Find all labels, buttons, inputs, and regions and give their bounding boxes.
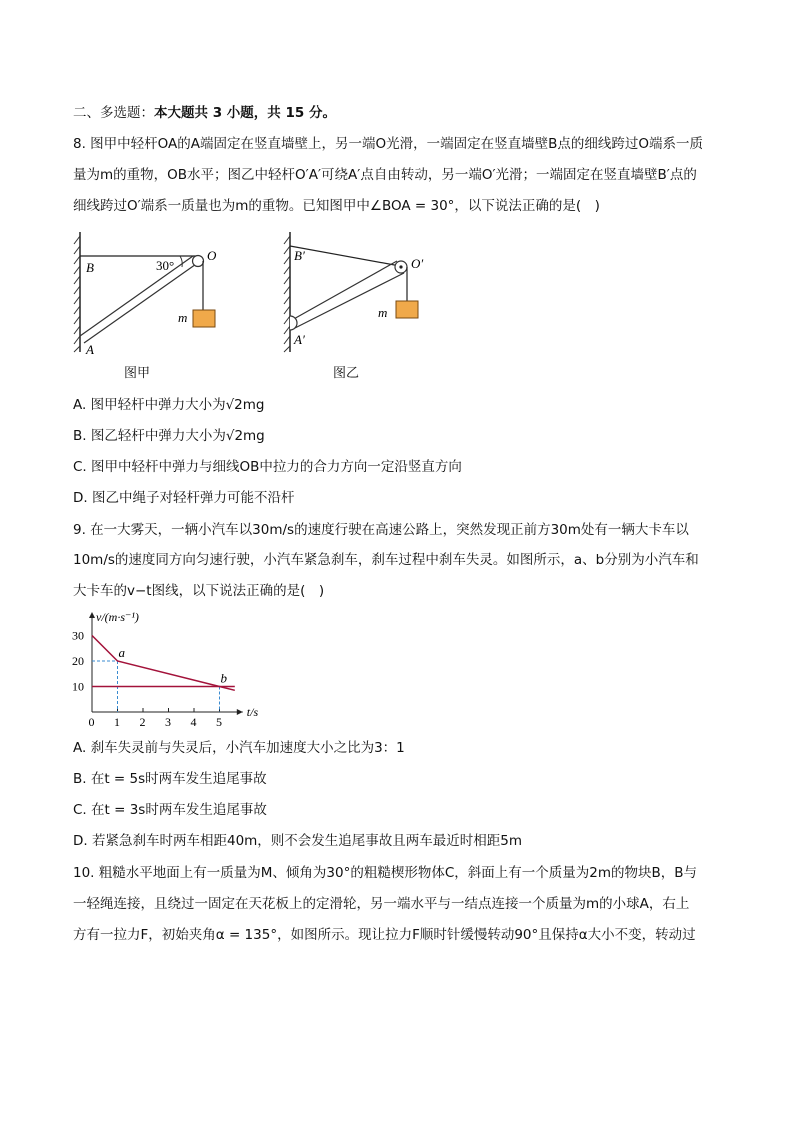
label-o: O	[207, 248, 217, 263]
y-tick-label: 20	[72, 654, 84, 668]
wall-hatch	[284, 236, 290, 352]
q8-fig1-caption: 图甲	[124, 366, 151, 381]
string-bo	[290, 246, 400, 266]
wall-hatch	[74, 236, 80, 352]
x-tick-label: 4	[190, 715, 197, 729]
q9-option-a: A. 刹车失灵前与失灵后，小汽车加速度大小之比为3：1	[73, 740, 405, 756]
x-tick-label: 2	[139, 715, 146, 729]
x-tick-label: 1	[114, 715, 120, 729]
q8-option-a: A. 图甲轻杆中弹力大小为√2mg	[73, 397, 265, 413]
q9-stem-line1: 9. 在一大雾天，一辆小汽车以30m/s的速度行驶在高速公路上，突然发现正前方30m处有一辆大卡车以	[73, 522, 689, 538]
q8-fig2-caption: 图乙	[333, 366, 360, 381]
x-tick-label: 5	[216, 715, 222, 729]
label-b: B	[86, 260, 94, 275]
q8-stem-line2: 量为m的重物，OB水平；图乙中轻杆O′A′可绕A′点自由转动，另一端O′光滑；一端固定在竖直墙壁B′点的	[73, 167, 697, 183]
series-a-line	[92, 636, 235, 691]
q8-stem-line1: 8. 图甲中轻杆OA的A端固定在竖直墙壁上，另一端O光滑，一端固定在竖直墙壁B点的细线跨过O端系一质	[73, 136, 704, 152]
x-axis-arrow	[237, 709, 243, 715]
section-note: 本大题共 3 小题，共 15 分。	[154, 105, 336, 121]
q8-option-c: C. 图甲中轻杆中弹力与细线OB中拉力的合力方向一定沿竖直方向	[73, 459, 462, 475]
y-axis-arrow	[89, 612, 95, 618]
label-m: m	[178, 310, 188, 325]
x-tick-label: 0	[88, 715, 95, 729]
q9-option-c: C. 在t = 3s时两车发生追尾事故	[73, 802, 267, 818]
pulley-center	[399, 265, 402, 268]
label-a: A′	[294, 332, 305, 347]
label-m: m	[378, 305, 388, 320]
x-tick-label: 3	[165, 715, 171, 729]
q10-stem-line3: 方有一拉力F，初始夹角α = 135°，如图所示。现让拉力F顺时针缓慢转动90°且保持α大小不变，转动过	[73, 927, 696, 943]
q8-stem-line3: 细线跨过O′端系一质量也为m的重物。已知图甲中∠BOA = 30°，以下说法正确的是( )	[73, 198, 600, 214]
label-o: O′	[411, 256, 424, 271]
label-a: A	[86, 342, 94, 357]
q10-stem-line2: 一轻绳连接，且绕过一固定在天花板上的定滑轮，另一端水平与一结点连接一个质量为m的小球A，右上	[73, 896, 690, 912]
section-label: 二、多选题：	[73, 105, 154, 121]
q9-option-d: D. 若紧急刹车时两车相距40m，则不会发生追尾事故且两车最近时相距5m	[73, 833, 523, 849]
rod-oa-edge1	[80, 256, 193, 336]
y-axis-label: v/(m·s⁻¹)	[96, 610, 139, 624]
q9-stem-line2: 10m/s的速度同方向匀速行驶，小汽车紧急刹车，刹车过程中刹车失灵。如图所示，a、b分别为小汽车和	[73, 552, 699, 568]
rod-oa-edge2	[295, 273, 404, 328]
q8-figure-jia	[70, 228, 230, 358]
q8-option-d: D. 图乙中绳子对轻杆弹力可能不沿杆	[73, 490, 295, 506]
label-b: B′	[294, 248, 305, 263]
rod-oa-edge2	[84, 262, 199, 343]
label-angle: 30°	[156, 258, 175, 273]
weight-block	[193, 310, 215, 327]
annotation-a: a	[118, 645, 125, 660]
annotation-b: b	[220, 670, 227, 686]
q9-stem-line3: 大卡车的v−t图线，以下说法正确的是( )	[73, 583, 325, 599]
q9-vt-chart	[70, 608, 270, 730]
y-tick-label: 10	[72, 679, 84, 694]
weight-block	[396, 301, 418, 318]
end-o	[193, 256, 204, 267]
q8-option-b: B. 图乙轻杆中弹力大小为√2mg	[73, 428, 265, 444]
q8-figure-yi	[280, 228, 440, 358]
q9-option-b: B. 在t = 5s时两车发生追尾事故	[73, 771, 267, 787]
x-axis-label: t/s	[246, 705, 259, 719]
y-tick-label: 30	[72, 628, 84, 643]
q10-stem-line1: 10. 粗糙水平地面上有一质量为M、倾角为30°的粗糙楔形物体C，斜面上有一个质量为2m的物块B，B与	[73, 865, 698, 881]
section-header	[73, 103, 336, 123]
